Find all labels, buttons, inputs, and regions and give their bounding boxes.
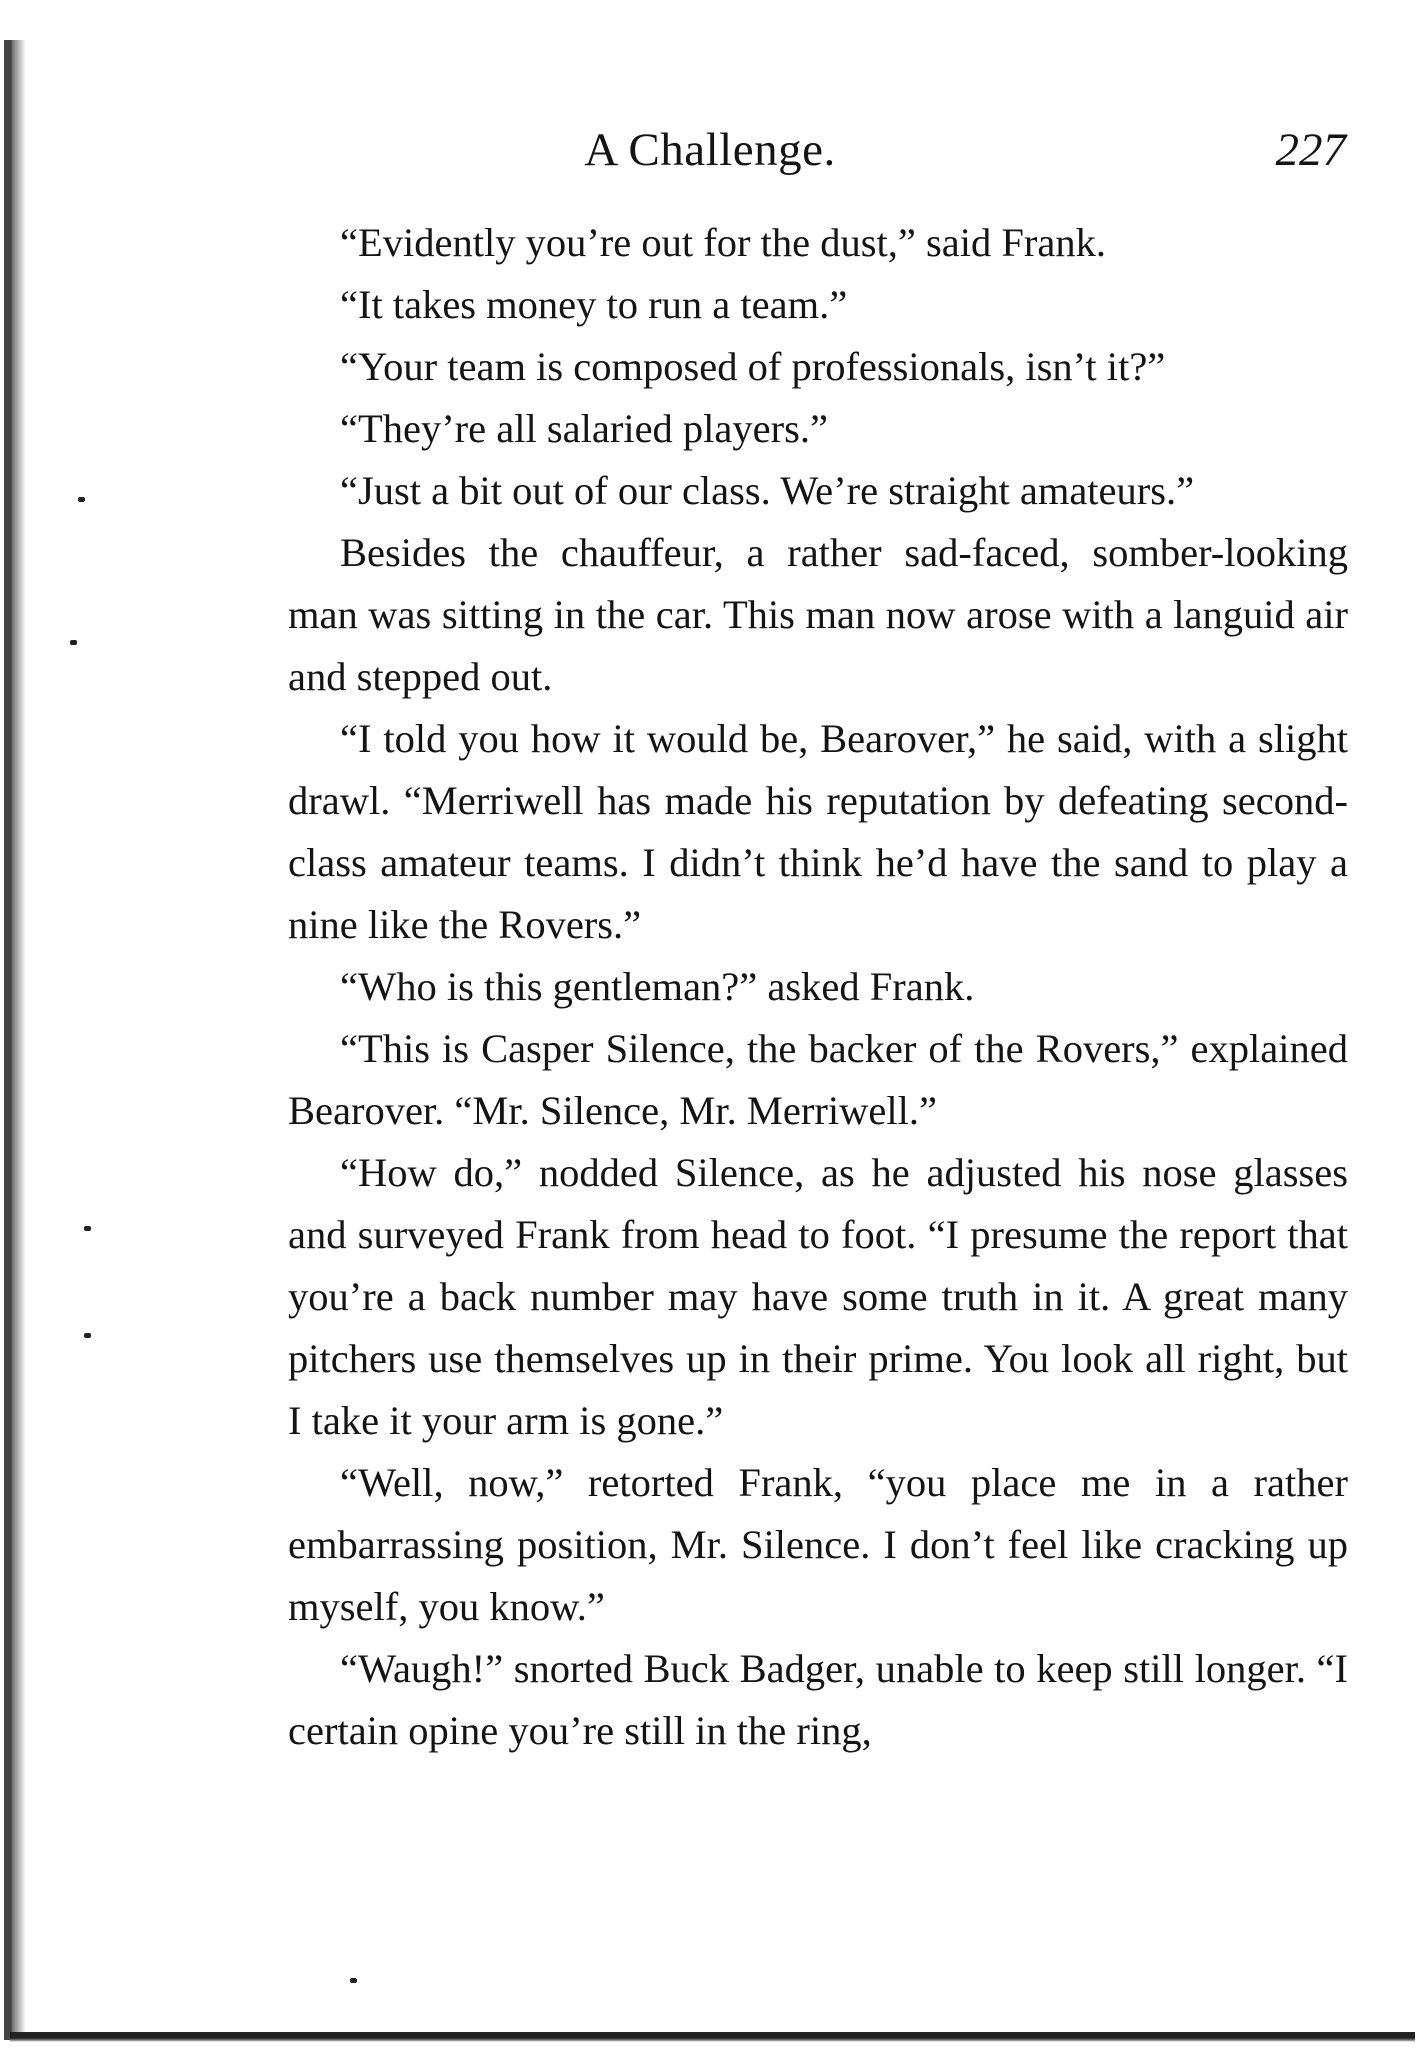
paragraph: “It takes money to run a team.” <box>340 282 848 327</box>
bottom-scan-edge <box>10 2032 1415 2042</box>
scan-speck <box>78 497 85 502</box>
paragraph: Besides the chauffeur, a rather sad-faced, somber-looking man was sitting in the car. This man now arose with a languid air and stepped out. <box>288 530 1348 699</box>
paragraph: “Who is this gentleman?” asked Frank. <box>340 964 975 1009</box>
scan-speck <box>350 1978 357 1983</box>
paragraph: “Evidently you’re out for the dust,” said Frank. <box>340 220 1106 265</box>
scan-speck <box>70 640 77 645</box>
paragraph: “This is Casper Silence, the backer of the Rovers,” explained Bearover. “Mr. Silence, Mr. Merriwell.” <box>288 1026 1348 1133</box>
paragraph: “Just a bit out of our class. We’re straight amateurs.” <box>340 468 1195 513</box>
paragraph: “They’re all salaried players.” <box>340 406 828 451</box>
running-header-title: A Challenge. <box>584 124 836 176</box>
page-binding-edge <box>4 40 30 2040</box>
paragraph: “I told you how it would be, Bearover,” he said, with a slight drawl. “Merriwell has made his reputation by defeating second-class amateur teams. I didn’t think he’d have the sand to play a nine like the Rovers.” <box>288 716 1348 947</box>
paragraph: “Well, now,” retorted Frank, “you place me in a rather embarrassing position, Mr. Silence. I don’t feel like cracking up myself, you know.” <box>288 1460 1348 1629</box>
paragraph: “Your team is composed of professionals, isn’t it?” <box>340 344 1166 389</box>
paragraph: “Waugh!” snorted Buck Badger, unable to keep still longer. “I certain opine you’re still in the ring, <box>288 1646 1348 1753</box>
page-number: 227 <box>1275 124 1346 176</box>
body-text <box>288 212 1348 1762</box>
scan-speck <box>84 1333 91 1338</box>
paragraph: “How do,” nodded Silence, as he adjusted his nose glasses and surveyed Frank from head to foot. “I presume the report that you’re a back number may have some truth in it. A great many pitchers use themselves up in their prime. You look all right, but I take it your arm is gone.” <box>288 1150 1348 1443</box>
scan-speck <box>84 1226 91 1231</box>
